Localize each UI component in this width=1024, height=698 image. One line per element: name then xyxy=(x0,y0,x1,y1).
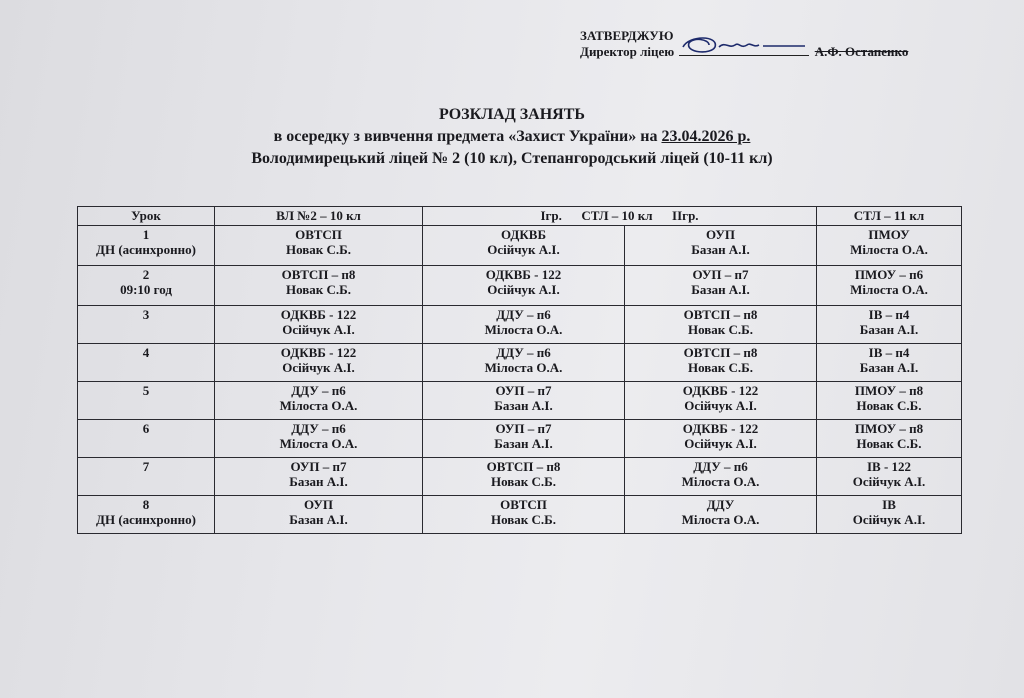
subject: ОВТСП – п8 xyxy=(683,307,758,322)
subject: ДДУ xyxy=(706,497,735,512)
lesson-number: 5 xyxy=(142,383,150,398)
subject: ІВ xyxy=(882,497,896,512)
teacher: Базан А.І. xyxy=(289,474,348,489)
table-row xyxy=(78,344,962,382)
subject: ОУП – п7 xyxy=(692,267,749,282)
subject: ДДУ – п6 xyxy=(291,383,346,398)
teacher: Базан А.І. xyxy=(859,322,919,337)
teacher: Осійчук А.І. xyxy=(282,322,355,337)
lesson-note: ДН (асинхронно) xyxy=(96,512,196,527)
class-cell xyxy=(423,458,625,496)
class-cell xyxy=(215,266,423,306)
class-cell xyxy=(423,344,625,382)
class-cell xyxy=(625,496,817,534)
teacher: Базан А.І. xyxy=(289,512,348,527)
class-cell xyxy=(817,266,962,306)
lesson-cell xyxy=(78,344,215,382)
class-cell xyxy=(817,420,962,458)
table-row xyxy=(78,420,962,458)
header-vl2: ВЛ №2 – 10 кл xyxy=(215,207,423,226)
teacher: Мілоста О.А. xyxy=(279,398,358,413)
teacher: Новак С.Б. xyxy=(285,242,352,257)
teacher: Мілоста О.А. xyxy=(484,322,563,337)
subject: ДДУ – п6 xyxy=(496,345,551,360)
class-cell xyxy=(625,458,817,496)
subject: ОВТСП – п8 xyxy=(281,267,356,282)
subject: ОВТСП – п8 xyxy=(486,459,561,474)
class-cell xyxy=(423,382,625,420)
subject: ПМОУ – п8 xyxy=(854,421,924,436)
class-cell xyxy=(215,306,423,344)
teacher: Осійчук А.І. xyxy=(684,436,757,451)
class-cell xyxy=(625,226,817,266)
subject: ОДКВБ - 122 xyxy=(280,307,357,322)
subject: ОВТСП – п8 xyxy=(683,345,758,360)
approval-line xyxy=(580,44,908,60)
table-body xyxy=(78,226,962,534)
teacher: Осійчук А.І. xyxy=(852,474,926,489)
subtitle-text: в осередку з вивчення предмета «Захист України» на xyxy=(273,128,662,145)
teacher: Базан А.І. xyxy=(691,282,750,297)
lesson-number: 1 xyxy=(142,227,150,242)
subject: ДДУ – п6 xyxy=(291,421,346,436)
table-header-row xyxy=(78,207,962,226)
teacher: Мілоста О.А. xyxy=(484,360,563,375)
class-cell xyxy=(423,420,625,458)
approval-block xyxy=(580,28,908,60)
lesson-cell xyxy=(78,458,215,496)
teacher: Мілоста О.А. xyxy=(681,512,760,527)
approval-position: Директор ліцею xyxy=(580,44,675,59)
lesson-cell xyxy=(78,226,215,266)
lesson-cell xyxy=(78,382,215,420)
teacher: Новак С.Б. xyxy=(490,474,557,489)
teacher: Новак С.Б. xyxy=(490,512,557,527)
table-row xyxy=(78,496,962,534)
subject: ОДКВБ - 122 xyxy=(682,421,759,436)
class-cell xyxy=(817,382,962,420)
teacher: Осійчук А.І. xyxy=(487,242,560,257)
teacher: Мілоста О.А. xyxy=(850,242,928,257)
table-row xyxy=(78,226,962,266)
teacher: Осійчук А.І. xyxy=(852,512,926,527)
subject: ОУП – п7 xyxy=(290,459,347,474)
signature xyxy=(679,45,809,56)
teacher: Осійчук А.І. xyxy=(684,398,757,413)
lesson-cell xyxy=(78,496,215,534)
class-cell xyxy=(423,496,625,534)
schedule-date: 23.04.2026 р. xyxy=(661,128,751,145)
lesson-number: 2 xyxy=(142,267,150,282)
class-cell xyxy=(817,226,962,266)
table-row xyxy=(78,266,962,306)
subject: ОДКВБ - 122 xyxy=(485,267,562,282)
lesson-cell xyxy=(78,306,215,344)
subject: ПМОУ – п8 xyxy=(854,383,924,398)
lesson-number: 4 xyxy=(142,345,150,360)
subject: ОУП xyxy=(303,497,334,512)
teacher: Новак С.Б. xyxy=(285,282,352,297)
subject: ОДКВБ - 122 xyxy=(280,345,357,360)
approval-title: ЗАТВЕРДЖУЮ xyxy=(580,28,674,43)
class-cell xyxy=(215,458,423,496)
subject: ПМОУ xyxy=(868,227,910,242)
teacher: Осійчук А.І. xyxy=(282,360,355,375)
teacher: Базан А.І. xyxy=(494,436,553,451)
class-cell xyxy=(817,344,962,382)
teacher: Новак С.Б. xyxy=(856,436,922,451)
subject: ІВ – п4 xyxy=(868,345,910,360)
schedule-table xyxy=(77,206,962,534)
subject: ОВТСП xyxy=(295,227,342,242)
class-cell xyxy=(215,420,423,458)
doc-subtitle xyxy=(0,126,1024,148)
subject: ДДУ – п6 xyxy=(693,459,748,474)
subject: ІВ - 122 xyxy=(866,459,912,474)
lesson-note: ДН (асинхронно) xyxy=(96,242,196,257)
class-cell xyxy=(817,496,962,534)
teacher: Новак С.Б. xyxy=(687,322,754,337)
table-row xyxy=(78,382,962,420)
teacher: Осійчук А.І. xyxy=(487,282,560,297)
class-cell xyxy=(423,226,625,266)
class-cell xyxy=(625,344,817,382)
schools-line: Володимирецький ліцей № 2 (10 кл), Степангородський ліцей (10-11 кл) xyxy=(251,150,773,167)
lesson-number: 3 xyxy=(142,307,150,322)
subject: ОДКВБ - 122 xyxy=(682,383,759,398)
class-cell xyxy=(423,306,625,344)
teacher: Мілоста О.А. xyxy=(850,282,928,297)
class-cell xyxy=(625,266,817,306)
lesson-number: 7 xyxy=(142,459,150,474)
lesson-cell xyxy=(78,420,215,458)
class-cell xyxy=(817,306,962,344)
class-cell xyxy=(215,382,423,420)
class-cell xyxy=(817,458,962,496)
director-name: А.Ф. Остапенко xyxy=(814,44,909,59)
subject: ОУП xyxy=(705,227,736,242)
subject: ОВТСП xyxy=(500,497,547,512)
header-stl11: СТЛ – 11 кл xyxy=(817,207,962,226)
signature-scribble xyxy=(679,33,809,57)
table-row xyxy=(78,458,962,496)
table-row xyxy=(78,306,962,344)
teacher: Мілоста О.А. xyxy=(681,474,760,489)
class-cell xyxy=(625,382,817,420)
subject: ОУП – п7 xyxy=(495,421,552,436)
teacher: Новак С.Б. xyxy=(687,360,754,375)
header-lesson: Урок xyxy=(78,207,215,226)
class-cell xyxy=(625,420,817,458)
subject: ОУП – п7 xyxy=(495,383,552,398)
class-cell xyxy=(423,266,625,306)
teacher: Новак С.Б. xyxy=(856,398,922,413)
subject: ОДКВБ xyxy=(500,227,547,242)
subject: ІВ – п4 xyxy=(868,307,910,322)
subject: ПМОУ – п6 xyxy=(854,267,924,282)
teacher: Базан А.І. xyxy=(691,242,750,257)
class-cell xyxy=(215,344,423,382)
lesson-number: 8 xyxy=(142,497,150,512)
class-cell xyxy=(215,496,423,534)
class-cell xyxy=(625,306,817,344)
lesson-note: 09:10 год xyxy=(120,282,172,297)
teacher: Базан А.І. xyxy=(494,398,553,413)
doc-title: РОЗКЛАД ЗАНЯТЬ xyxy=(439,106,585,123)
teacher: Мілоста О.А. xyxy=(279,436,358,451)
lesson-cell xyxy=(78,266,215,306)
subject: ДДУ – п6 xyxy=(496,307,551,322)
class-cell xyxy=(215,226,423,266)
lesson-number: 6 xyxy=(142,421,150,436)
teacher: Базан А.І. xyxy=(859,360,919,375)
header-stl10: Ігр. СТЛ – 10 кл ІІгр. xyxy=(423,207,817,226)
